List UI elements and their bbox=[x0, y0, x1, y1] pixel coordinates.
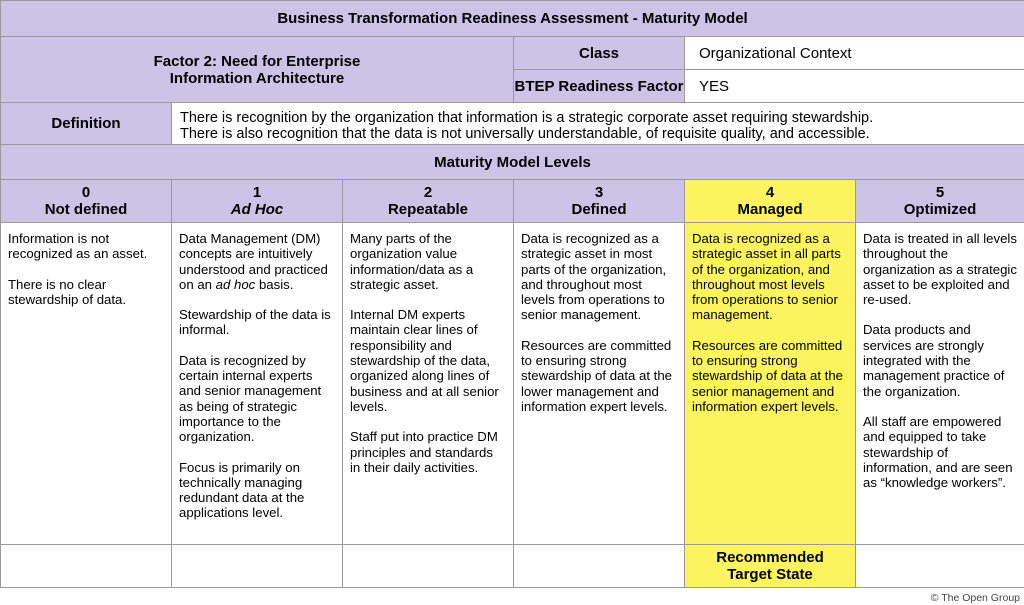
level-body-row bbox=[1, 223, 1024, 545]
level-name: Defined bbox=[571, 201, 627, 218]
class-value: Organizational Context bbox=[685, 37, 1024, 70]
factor-text: Factor 2: Need for Enterprise Information Architecture bbox=[153, 52, 361, 87]
level-footer-2 bbox=[343, 545, 514, 588]
description-paragraph: Focus is primarily on technically managing redundant data at the applications level. bbox=[179, 459, 305, 521]
level-description-1 bbox=[172, 223, 343, 545]
description-paragraph: Resources are committed to ensuring strong stewardship of data at the lower management and information expert levels. bbox=[521, 337, 673, 414]
description-paragraph: Resources are committed to ensuring strong stewardship of data at the senior management and information expert levels. bbox=[692, 337, 844, 414]
page-title: Business Transformation Readiness Assessment - Maturity Model bbox=[1, 1, 1024, 37]
description-paragraph: Information is not recognized as an asset. bbox=[8, 231, 148, 262]
level-number: 5 bbox=[935, 184, 945, 201]
level-description-2 bbox=[343, 223, 514, 545]
description-paragraph: Data is recognized as a strategic asset in most parts of the organization, and throughout most levels from operations to senior management. bbox=[521, 231, 667, 323]
level-description-0 bbox=[1, 223, 172, 545]
description-paragraph: Data is treated in all levels throughout the organization as a strategic asset to be exploited and re-used. bbox=[863, 231, 1017, 308]
level-name: Optimized bbox=[903, 201, 977, 218]
description-paragraph: Data is recognized by certain internal experts and senior management as being of strategic importance to the organization. bbox=[179, 352, 322, 445]
level-header-row bbox=[1, 180, 1024, 223]
level-name: Not defined bbox=[44, 201, 128, 218]
level-footer-1 bbox=[172, 545, 343, 588]
level-header-5 bbox=[856, 180, 1024, 223]
level-header-1 bbox=[172, 180, 343, 223]
description-paragraph: All staff are empowered and equipped to take stewardship of information, and are seen as “knowledge workers”. bbox=[863, 413, 1013, 491]
level-footer-row bbox=[1, 545, 1024, 588]
maturity-levels-title: Maturity Model Levels bbox=[1, 145, 1024, 180]
factor-title bbox=[1, 37, 514, 103]
level-name: Repeatable bbox=[387, 201, 469, 218]
level-footer-3 bbox=[514, 545, 685, 588]
description-paragraph: Stewardship of the data is informal. bbox=[179, 307, 331, 338]
description-paragraph: Internal DM experts maintain clear lines of responsibility and stewardship of the data, organized along lines of business and at all senior levels. bbox=[350, 307, 499, 414]
level-description-3 bbox=[514, 223, 685, 545]
level-description-5 bbox=[856, 223, 1024, 545]
level-header-0 bbox=[1, 180, 172, 223]
level-name: Managed bbox=[737, 201, 803, 218]
class-label: Class bbox=[514, 37, 685, 70]
btep-label: BTEP Readiness Factor bbox=[514, 70, 685, 103]
level-footer-5 bbox=[856, 545, 1024, 588]
level-description-4 bbox=[685, 223, 856, 545]
definition-label: Definition bbox=[1, 103, 172, 145]
level-header-2 bbox=[343, 180, 514, 223]
level-header-4 bbox=[685, 180, 856, 223]
level-number: 4 bbox=[765, 184, 775, 201]
recommended-target-state: Recommended Target State bbox=[685, 545, 856, 588]
level-name: Ad Hoc bbox=[230, 201, 284, 218]
description-paragraph: Data is recognized as a strategic asset in all parts of the organization, and throughout most levels from operations to senior management. bbox=[692, 231, 841, 323]
btep-value: YES bbox=[685, 70, 1024, 103]
description-paragraph: Data products and services are strongly integrated with the management practice of the organization. bbox=[863, 322, 1005, 399]
definition-text: There is recognition by the organization that information is a strategic corporate asset requiring stewardship. There is also recognition that the data is not universally understandable, of requisite quality, and accessible. bbox=[172, 103, 1024, 145]
copyright: © The Open Group bbox=[930, 592, 1020, 604]
level-number: 2 bbox=[423, 184, 433, 201]
description-paragraph: Data Management (DM) concepts are intuitively understood and practiced on an ad hoc basis. bbox=[179, 231, 328, 292]
level-footer-0 bbox=[1, 545, 172, 588]
level-number: 3 bbox=[594, 184, 604, 201]
level-number: 1 bbox=[252, 184, 262, 201]
description-paragraph: Staff put into practice DM principles and standards in their daily activities. bbox=[350, 429, 498, 475]
description-paragraph: Many parts of the organization value information/data as a strategic asset. bbox=[350, 231, 474, 292]
description-paragraph: There is no clear stewardship of data. bbox=[8, 276, 127, 307]
level-header-3 bbox=[514, 180, 685, 223]
level-number: 0 bbox=[81, 184, 91, 201]
